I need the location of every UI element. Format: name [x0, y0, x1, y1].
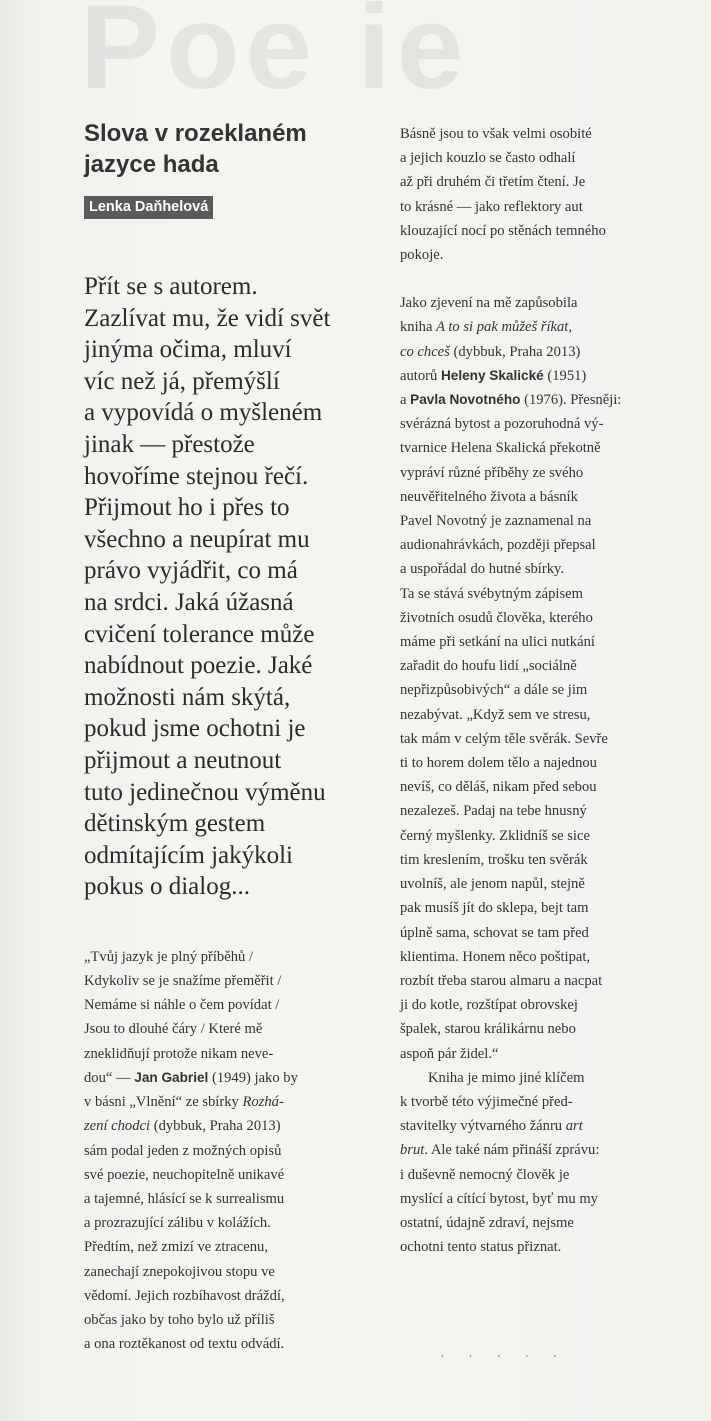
body-line: občas jako by toho bylo už příliš	[84, 1311, 275, 1328]
body-line: rozbít třeba starou almaru a nacpat	[400, 972, 603, 989]
body-line: zanechají znepokojivou stopu ve	[84, 1263, 275, 1280]
body-text: autorů	[400, 367, 441, 384]
lead-line: tuto jedinečnou výměnu	[84, 778, 326, 806]
body-line: k tvorbě této výjimečné před-	[400, 1093, 573, 1110]
left-body-text	[84, 945, 384, 1356]
author-name-novotny: Pavla Novotného	[410, 392, 521, 408]
body-line: to krásné — jako reflektory aut	[400, 198, 583, 215]
body-line: ti to horem dolem tělo a najednou	[400, 755, 597, 772]
body-line: Kdykoliv se je snažíme přeměřit /	[84, 973, 282, 990]
body-text: . Ale také nám přináší zprávu:	[424, 1142, 600, 1159]
lead-line: přijmout a neutnout	[84, 746, 282, 774]
body-line	[400, 1138, 700, 1162]
lead-line: na srdci. Jaká úžasná	[84, 588, 294, 616]
body-line	[400, 315, 700, 339]
body-text: stavitelky výtvarného žánru	[400, 1118, 566, 1135]
faded-header-background: Poe ie	[80, 0, 470, 95]
body-line: klouzající nocí po stěnách temného	[400, 222, 606, 239]
body-line: máme při setkání na ulici nutkání	[400, 634, 595, 651]
lead-line: všechno a neupírat mu	[84, 525, 310, 553]
paragraph-2-rest	[400, 412, 700, 1065]
body-text: (1976). Přesněji:	[520, 392, 622, 409]
body-line: tak mám v celým těle svěrák. Sevře	[400, 730, 608, 747]
body-line: aspoň pár židel.“	[400, 1045, 499, 1062]
body-line: ji do kotle, rozštípat obrovskej	[400, 997, 578, 1014]
paragraph-2	[400, 291, 700, 1066]
left-column	[84, 118, 384, 1356]
body-line: Ta se stává svébytným zápisem	[400, 585, 583, 602]
body-line: Nemáme si náhle o čem povídat /	[84, 997, 280, 1014]
body-line: životních osudů člověka, kterého	[400, 609, 593, 626]
lead-line: právo vyjádřit, co má	[84, 557, 298, 585]
body-text: kniha	[400, 319, 437, 336]
body-line: nevíš, co děláš, nikam před sebou	[400, 779, 597, 796]
right-column	[400, 122, 700, 1259]
poet-name-jan-gabriel: Jan Gabriel	[134, 1069, 209, 1085]
body-line: myslící a cítící bytost, byť mu my	[400, 1190, 598, 1207]
body-text: v básni „Vlnění“ ze sbírky	[84, 1094, 243, 1111]
body-line: černý myšlenky. Zklidníš se sice	[400, 827, 590, 844]
body-line: uvolníš, ale jenom napůl, stejně	[400, 876, 585, 893]
genre-term: art	[565, 1118, 583, 1135]
paragraph-3-rest	[400, 1163, 700, 1260]
body-text: a	[400, 392, 411, 409]
body-line	[84, 1066, 384, 1090]
body-line	[400, 340, 700, 364]
body-line: zneklidňují protože nikam neve-	[84, 1045, 274, 1062]
book-title: A to si pak můžeš říkat,	[436, 319, 573, 336]
body-line: Jako zjevení na mě zapůsobila	[400, 295, 578, 312]
body-line: ochotni tento status přiznat.	[400, 1239, 562, 1256]
body-line: Předtím, než zmizí ve ztracenu,	[84, 1239, 268, 1256]
body-text: (dybbuk, Praha 2013)	[150, 1118, 281, 1135]
body-line: nezabývat. „Když sem ve stresu,	[400, 706, 591, 723]
body-line: klientima. Honem něco poštipat,	[400, 948, 591, 965]
body-line: až při druhém či třetím čtení. Je	[400, 174, 586, 191]
body-line: tvarnice Helena Skalická překotně	[400, 440, 601, 457]
body-line: zařadit do houfu lidí „sociálně	[400, 658, 577, 675]
lead-line: víc než já, přemýšlí	[84, 367, 280, 395]
lead-line: jinak — přestože	[84, 430, 255, 458]
body-line: své poezie, neuchopitelně unikavé	[84, 1166, 285, 1183]
body-line: pak musíš jít do sklepa, bejt tam	[400, 900, 589, 917]
body-line: úplně sama, schovat se tam před	[400, 924, 589, 941]
body-line: sám podal jeden z možných opisů	[84, 1142, 282, 1159]
lead-line: pokus o dialog...	[84, 873, 250, 901]
lead-line: cvičení tolerance může	[84, 620, 315, 648]
lead-line: Přijmout ho i přes to	[84, 494, 290, 522]
lead-line: pokud jsme ochotni je	[84, 715, 306, 743]
body-line	[400, 1114, 700, 1138]
body-line: „Tvůj jazyk je plný příběhů /	[84, 948, 253, 965]
paragraph-3	[400, 1066, 700, 1260]
body-line	[400, 364, 700, 388]
body-text: (1951)	[543, 367, 587, 384]
body-text: (1949) jako by	[208, 1069, 298, 1086]
book-title: zení chodci	[84, 1118, 151, 1135]
body-line	[84, 1090, 384, 1114]
body-line: svérázná bytost a pozoruhodná vý-	[400, 416, 604, 433]
body-line	[84, 1114, 384, 1138]
lead-line: a vypovídá o myšleném	[84, 399, 323, 427]
body-line: i duševně nemocný člověk je	[400, 1166, 570, 1183]
body-text: (dybbuk, Praha 2013)	[449, 343, 581, 360]
body-line: ostatní, údajně zdraví, nejsme	[400, 1214, 574, 1231]
decorative-dots: · · · · ·	[440, 1350, 568, 1365]
body-line: a tajemné, hlásící se k surrealismu	[84, 1190, 285, 1207]
book-title: co chceš	[400, 343, 450, 360]
body-text: dou“ —	[84, 1069, 135, 1086]
body-line: nepřizpůsobivých“ a dále se jim	[400, 682, 588, 699]
body-line	[400, 388, 700, 412]
lead-line: jinýma očima, mluví	[84, 336, 292, 364]
lead-paragraph	[84, 271, 384, 903]
body-line: Jsou to dlouhé čáry / Které mě	[84, 1021, 263, 1038]
article-title: Slova v rozeklaném jazyce hada	[84, 120, 307, 178]
body-line: tim kreslením, trošku ten svěrák	[400, 851, 588, 868]
author-badge: Lenka Daňhelová	[84, 196, 213, 219]
body-line: špalek, starou králikárnu nebo	[400, 1021, 576, 1038]
body-line: Kniha je mimo jiné klíčem	[428, 1069, 585, 1086]
body-line: a prozrazující zálibu v kolážích.	[84, 1215, 271, 1232]
author-name-skalicka: Heleny Skalické	[440, 367, 544, 383]
body-line: a ona roztěkanost od textu odvádí.	[84, 1336, 285, 1353]
body-line: pokoje.	[400, 247, 444, 264]
body-line: a uspořádal do hutné sbírky.	[400, 561, 565, 578]
lead-line: odmítajícím jakýkoli	[84, 841, 293, 869]
body-line: nezalezeš. Padaj na tebe hnusný	[400, 803, 587, 820]
body-line: Pavel Novotný je zaznamenal na	[400, 513, 592, 530]
lead-line: Zazlívat mu, že vidí svět	[84, 304, 331, 332]
paragraph-1	[400, 122, 700, 267]
lead-line: dětinským gestem	[84, 810, 266, 838]
book-title: Rozhá-	[242, 1094, 284, 1111]
lead-line: nabídnout poezie. Jaké	[84, 652, 313, 680]
body-line: Básně jsou to však velmi osobité	[400, 126, 592, 142]
body-line: neuvěřitelného života a básník	[400, 488, 578, 505]
body-line: a jejich kouzlo se často odhalí	[400, 150, 576, 167]
body-line: audionahrávkách, později přepsal	[400, 537, 596, 554]
lead-line: možnosti nám skýtá,	[84, 683, 291, 711]
body-line: vypráví různé příběhy ze svého	[400, 464, 584, 481]
lead-line: Přít se s autorem.	[84, 273, 258, 300]
genre-term: brut	[400, 1142, 425, 1159]
body-line: vědomí. Jejich rozbíhavost dráždí,	[84, 1287, 285, 1304]
lead-line: hovoříme stejnou řečí.	[84, 462, 309, 490]
